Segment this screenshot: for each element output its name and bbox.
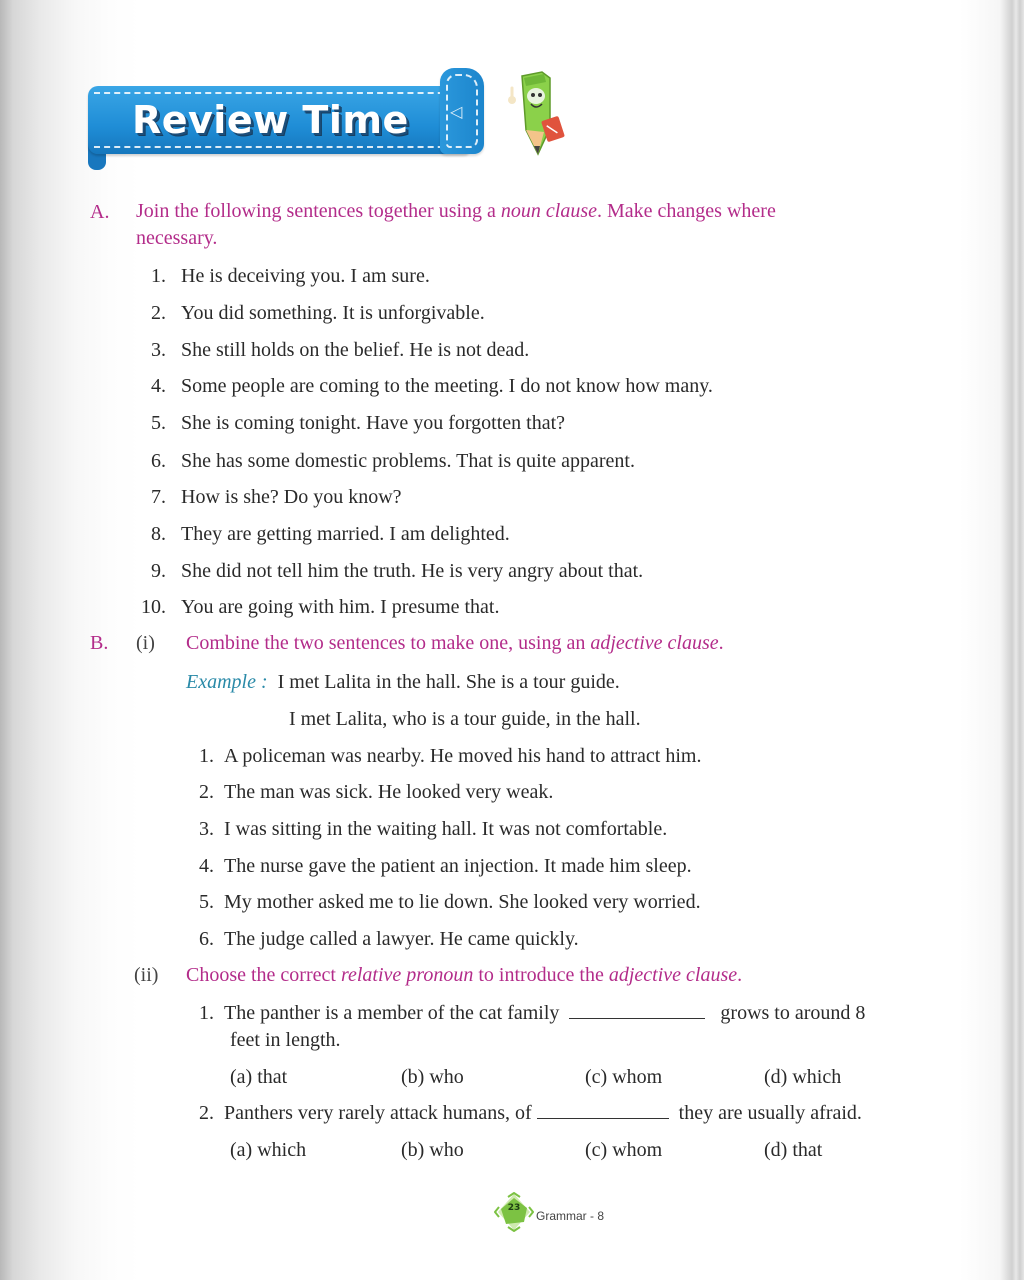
list-item — [196, 854, 692, 878]
page-footer — [488, 1186, 628, 1236]
instruction-text: . — [718, 632, 724, 654]
item-number: 5. — [199, 891, 214, 913]
item-number: 9. — [151, 560, 166, 582]
question-text: grows to around 8 — [720, 1002, 866, 1024]
instruction-italic-text: adjective clause — [590, 632, 719, 654]
option-b[interactable]: (b) who — [401, 1139, 464, 1161]
option-c[interactable]: (c) whom — [585, 1066, 663, 1088]
pencil-mascot-icon — [500, 68, 580, 164]
item-text: They are getting married. I am delighted. — [181, 523, 510, 545]
part-i-roman: (i) — [136, 632, 155, 654]
item-number: 8. — [151, 523, 166, 545]
item-number: 5. — [151, 412, 166, 434]
instruction-text: to introduce the — [473, 964, 609, 986]
list-item — [140, 449, 635, 473]
question-text: The panther is a member of the cat family — [224, 1002, 560, 1024]
item-text: The nurse gave the patient an injection. It made him sleep. — [224, 855, 692, 877]
item-text: You did something. It is unforgivable. — [181, 302, 485, 324]
section-a-letter: A. — [90, 201, 110, 223]
item-text: Some people are coming to the meeting. I do not know how many. — [181, 375, 713, 397]
list-item — [140, 595, 500, 619]
instruction-text: Join the following sentences together using a — [136, 200, 501, 222]
list-item — [140, 301, 485, 325]
item-number: 10. — [141, 596, 166, 618]
list-item — [140, 522, 510, 546]
option-a[interactable]: (a) that — [230, 1066, 288, 1088]
example-label: Example : — [186, 671, 268, 693]
mcq-question-1 — [196, 1001, 865, 1025]
list-item — [140, 338, 529, 362]
list-item — [140, 559, 643, 583]
triangle-arrow-icon: ◁ — [450, 102, 463, 121]
part-i-instruction — [186, 630, 724, 657]
list-item — [140, 264, 430, 288]
page-number: 23 — [507, 1203, 521, 1213]
instruction-text: necessary. — [136, 227, 218, 249]
item-text: She is coming tonight. Have you forgotten that? — [181, 412, 566, 434]
item-text: She has some domestic problems. That is quite apparent. — [181, 450, 635, 472]
answer-blank[interactable] — [537, 1101, 669, 1119]
item-text: She did not tell him the truth. He is very angry about that. — [181, 560, 644, 582]
item-text: A policeman was nearby. He moved his hand to attract him. — [224, 745, 702, 767]
item-text: My mother asked me to lie down. She looked very worried. — [224, 891, 701, 913]
list-item — [196, 817, 667, 841]
question-text: they are usually afraid. — [678, 1102, 862, 1124]
instruction-text: . — [737, 964, 743, 986]
banner-title: Review Time — [132, 98, 409, 142]
item-number: 1. — [199, 1002, 214, 1024]
book-title: Grammar - 8 — [536, 1209, 605, 1223]
instruction-italic-text: noun clause — [500, 200, 598, 222]
instruction-italic-text: relative pronoun — [340, 964, 474, 986]
instruction-text: . Make changes where — [597, 200, 776, 222]
section-b-letter: B. — [90, 632, 109, 654]
page-spine-shadow — [0, 0, 12, 1280]
item-text: How is she? Do you know? — [181, 486, 402, 508]
list-item — [196, 744, 701, 768]
answer-blank[interactable] — [569, 1001, 705, 1019]
option-a[interactable]: (a) which — [230, 1139, 307, 1161]
option-b[interactable]: (b) who — [401, 1066, 464, 1088]
item-text: You are going with him. I presume that. — [181, 596, 500, 618]
item-number: 2. — [199, 1102, 214, 1124]
list-item — [196, 890, 701, 914]
item-number: 1. — [199, 745, 214, 767]
part-ii-roman: (ii) — [134, 964, 159, 986]
example-answer: I met Lalita, who is a tour guide, in the hall. — [289, 708, 641, 730]
item-number: 2. — [151, 302, 166, 324]
item-number: 1. — [151, 265, 166, 287]
option-c[interactable]: (c) whom — [585, 1139, 663, 1161]
question-text: Panthers very rarely attack humans, of — [224, 1102, 532, 1124]
list-item — [196, 780, 553, 804]
list-item — [140, 411, 565, 435]
question-continuation: feet in length. — [230, 1029, 341, 1051]
item-number: 6. — [151, 450, 166, 472]
list-item — [140, 485, 402, 509]
item-number: 6. — [199, 928, 214, 950]
item-text: I was sitting in the waiting hall. It was not comfortable. — [224, 818, 668, 840]
list-item — [140, 374, 713, 398]
item-text: She still holds on the belief. He is not dead. — [181, 339, 530, 361]
instruction-italic-text: adjective clause — [608, 964, 738, 986]
part-ii-instruction — [186, 962, 742, 989]
item-number: 7. — [151, 486, 166, 508]
item-number: 3. — [151, 339, 166, 361]
item-number: 3. — [199, 818, 214, 840]
item-number: 2. — [199, 781, 214, 803]
instruction-text: Combine the two sentences to make one, using an — [186, 632, 591, 654]
review-time-banner — [88, 86, 488, 176]
option-d[interactable]: (d) which — [764, 1066, 842, 1088]
section-a-instruction — [136, 198, 938, 252]
item-text: The judge called a lawyer. He came quickly. — [224, 928, 579, 950]
instruction-text: Choose the correct — [186, 964, 341, 986]
example-question-text: I met Lalita in the hall. She is a tour guide. — [277, 671, 620, 693]
item-number: 4. — [199, 855, 214, 877]
option-d[interactable]: (d) that — [764, 1139, 823, 1161]
mcq-question-2 — [196, 1101, 862, 1125]
item-number: 4. — [151, 375, 166, 397]
item-text: He is deceiving you. I am sure. — [181, 265, 430, 287]
example-question — [186, 670, 620, 694]
item-text: The man was sick. He looked very weak. — [224, 781, 554, 803]
list-item — [196, 927, 579, 951]
